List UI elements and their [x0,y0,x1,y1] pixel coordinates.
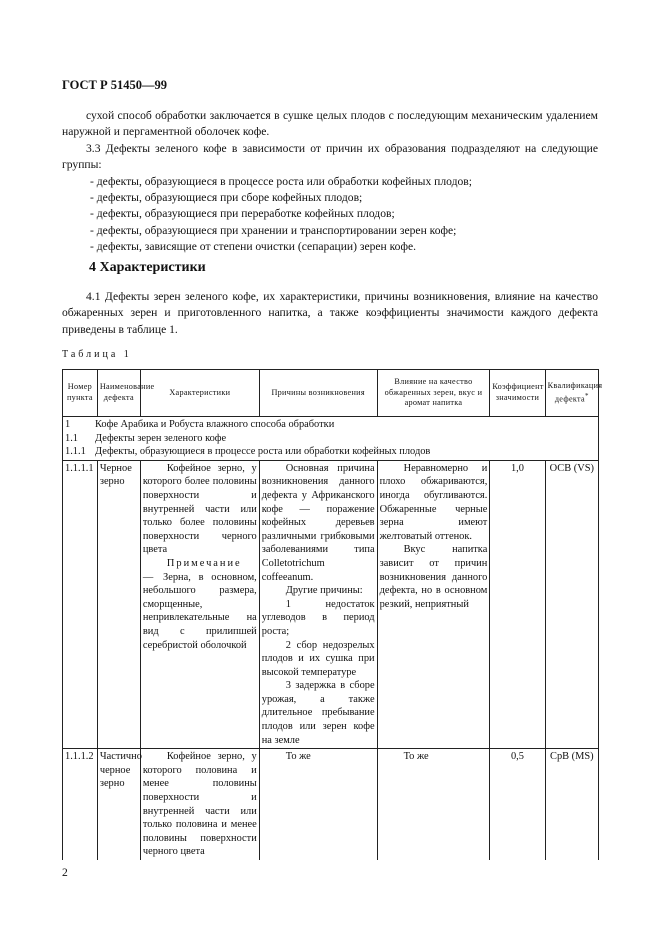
influence-text: Вкус напитка зависит от причин возникновения данного дефекта, но в основном резкий, неприятный [379,544,488,610]
cell-num: 1.1.1.2 [63,749,98,860]
cell-num: 1.1.1.1 [63,460,98,748]
cell-influence [377,460,490,748]
paragraph-4-1: 4.1 Дефекты зерен зеленого кофе, их характеристики, причины возникновения, влияние на качество обжаренных зерен и приготовленного напитка, а также коэффициенты значимости каждого дефекта приведены в таблице 1. [62,290,598,336]
cell-causes [259,460,377,748]
table-section-row [63,417,599,461]
cell-name: Черное зерно [97,460,140,748]
influence-text: То же [403,751,429,763]
section-title: 4 Характеристики [89,260,206,275]
header-causes: Причины возникновения [259,370,377,417]
cell-influence [377,749,490,860]
section-num: 1.1 [65,432,78,444]
list-item: - дефекты, образующиеся при сборе кофейных плодов; [90,191,363,205]
header-influence: Влияние на качество обжаренных зерен, вкус и аромат напитка [377,370,490,417]
defect-groups-list [62,174,598,256]
section-line [65,432,596,446]
cause-item: 1 недостаток углеводов в период роста; [261,598,375,637]
note-text: Зерна, в основном, небольшого размера, сморщенные, непривлекательные на вид с прилипшей серебристой оболочкой [142,571,257,651]
note-title: Примечание — [142,557,242,583]
paragraph-dry-processing: сухой способ обработки заключается в сушке целых плодов с последующим механическим удалением наружной и пергаментной оболочек кофе. [62,109,598,139]
table-header-row [63,370,599,417]
section-num: 1.1.1 [65,446,86,458]
page-number: 2 [62,866,68,879]
cell-characteristics [140,749,259,860]
cause-other-title: Другие причины: [285,585,363,597]
section-line [65,418,596,432]
char-text: Кофейное зерно, у которого половина и менее половины поверхности и внутренней части или только половина и менее половины поверхности черного цвета [142,751,257,858]
paragraph-3-3: 3.3 Дефекты зеленого кофе в зависимости от причин их образования подразделяют на следующие группы: [62,141,598,172]
header-coefficient: Коэффициент значимости [490,370,545,417]
cell-qualification: СрВ (MS) [545,749,598,860]
section-line [65,445,596,459]
table-caption: Таблица 1 [62,349,132,360]
cause-item: 3 задержка в сборе урожая, а также длительное пребывание плодов или зерен кофе на земле [261,680,375,746]
cause-item: 2 сбор недозрелых плодов и их сушка при высокой температуре [261,639,375,678]
table-row [63,749,599,860]
table-row [63,460,599,748]
section-num: 1 [65,419,71,430]
list-item: - дефекты, зависящие от степени очистки (сепарации) зерен кофе. [90,240,417,254]
intro-text [62,108,598,256]
header-qualification-text: Квалификация дефекта [547,380,603,404]
footnote-mark: * [584,392,589,401]
header-qualification [545,370,603,417]
header-num: Номер пункта [63,370,98,417]
cell-coefficient: 0,5 [490,749,545,860]
document-header: ГОСТ Р 51450—99 [62,78,168,92]
header-characteristics: Характеристики [140,370,259,417]
section-text: Дефекты, образующиеся в процессе роста или обработки кофейных плодов [95,446,431,458]
cell-causes [259,749,377,860]
note [143,557,257,652]
section-text: Кофе Арабика и Робуста влажного способа обработки [95,419,335,430]
cell-characteristics [140,460,259,748]
header-name: Наименование дефекта [97,370,140,417]
cell-name: Частично черное зерно [97,749,140,860]
section-text: Дефекты зерен зеленого кофе [95,432,227,444]
cause-text: То же [285,751,311,763]
list-item: - дефекты, образующиеся при переработке кофейных плодов; [90,207,395,221]
cell-qualification: ОСВ (VS) [545,460,598,748]
list-item: - дефекты, образующиеся при хранении и транспортировании зерен кофе; [90,223,457,237]
list-item: - дефекты, образующиеся в процессе роста или обработки кофейных плодов; [90,174,472,188]
defects-table [62,369,603,860]
char-text: Кофейное зерно, у которого более половины поверхности и внутренней части или только более половины поверхности черного цвета [142,462,257,556]
cell-coefficient: 1,0 [490,460,545,748]
cause-main: Основная причина возникновения данного дефекта у Африканского кофе — поражение кофейных деревьев различными грибковыми заболеваниями типа Colletotrichum coffeeanum. [261,462,375,583]
influence-text: Неравномерно и плохо обжариваются, иногда обугливаются. Обжаренные черные зерна имеют желтоватый оттенок. [379,462,488,542]
